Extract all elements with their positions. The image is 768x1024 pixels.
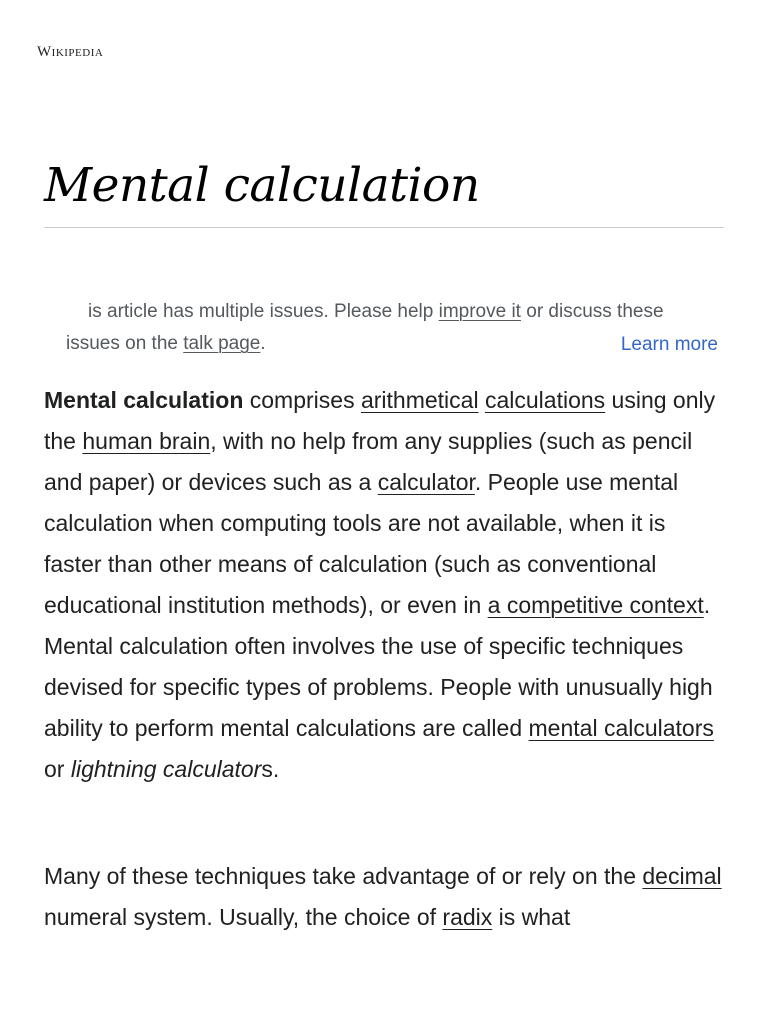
issues-notice bbox=[44, 296, 724, 360]
issues-notice-line-1 bbox=[88, 296, 664, 328]
second-paragraph bbox=[44, 856, 724, 938]
human-brain-link[interactable]: human brain bbox=[82, 428, 211, 454]
title-divider bbox=[44, 227, 724, 228]
talk-page-link[interactable]: talk page bbox=[183, 333, 261, 354]
issues-notice-text: issues on the bbox=[66, 333, 184, 354]
paragraph-text: comprises bbox=[243, 387, 361, 413]
bold-term: Mental calculation bbox=[44, 387, 244, 413]
issues-notice-text: is article has multiple issues. Please help bbox=[88, 301, 439, 322]
competitive-context-link[interactable]: a competitive context bbox=[487, 592, 704, 618]
calculator-link[interactable]: calculator bbox=[377, 469, 475, 495]
paragraph-text: Many of these techniques take advantage of or rely on the bbox=[44, 863, 643, 889]
issues-notice-text: or discuss these bbox=[520, 301, 664, 322]
wikipedia-logo[interactable]: Wikipedia bbox=[37, 44, 104, 60]
issues-notice-text: . bbox=[260, 333, 266, 354]
learn-more-link[interactable]: Learn more bbox=[620, 334, 718, 355]
paragraph-text: . Mental calculation often involves the use of specific techniques devised for specific types of problems. People with unusually high ability to perform mental calculations are called bbox=[44, 592, 713, 741]
decimal-link[interactable]: decimal bbox=[642, 863, 722, 889]
arithmetical-link[interactable]: arithmetical bbox=[360, 387, 479, 413]
paragraph-text: or bbox=[44, 756, 71, 782]
mental-calculators-link[interactable]: mental calculators bbox=[528, 715, 714, 741]
paragraph-text: is what bbox=[492, 904, 571, 930]
italic-term: lightning calculator bbox=[70, 756, 262, 782]
calculations-link[interactable]: calculations bbox=[484, 387, 606, 413]
page-title: Mental calculation bbox=[44, 158, 480, 213]
intro-paragraph bbox=[44, 380, 724, 790]
radix-link[interactable]: radix bbox=[442, 904, 493, 930]
improve-it-link[interactable]: improve it bbox=[438, 301, 521, 322]
issues-notice-line-2 bbox=[66, 328, 266, 360]
paragraph-text: numeral system. Usually, the choice of bbox=[44, 904, 443, 930]
paragraph-text: using only the bbox=[44, 387, 716, 454]
paragraph-text: s. bbox=[261, 756, 280, 782]
paragraph-text: . People use mental calculation when computing tools are not available, when it is faster than other means of calculation (such as conventional educational institution methods), or even in bbox=[44, 469, 679, 618]
paragraph-text: , with no help from any supplies (such as pencil and paper) or devices such as a bbox=[44, 428, 693, 495]
